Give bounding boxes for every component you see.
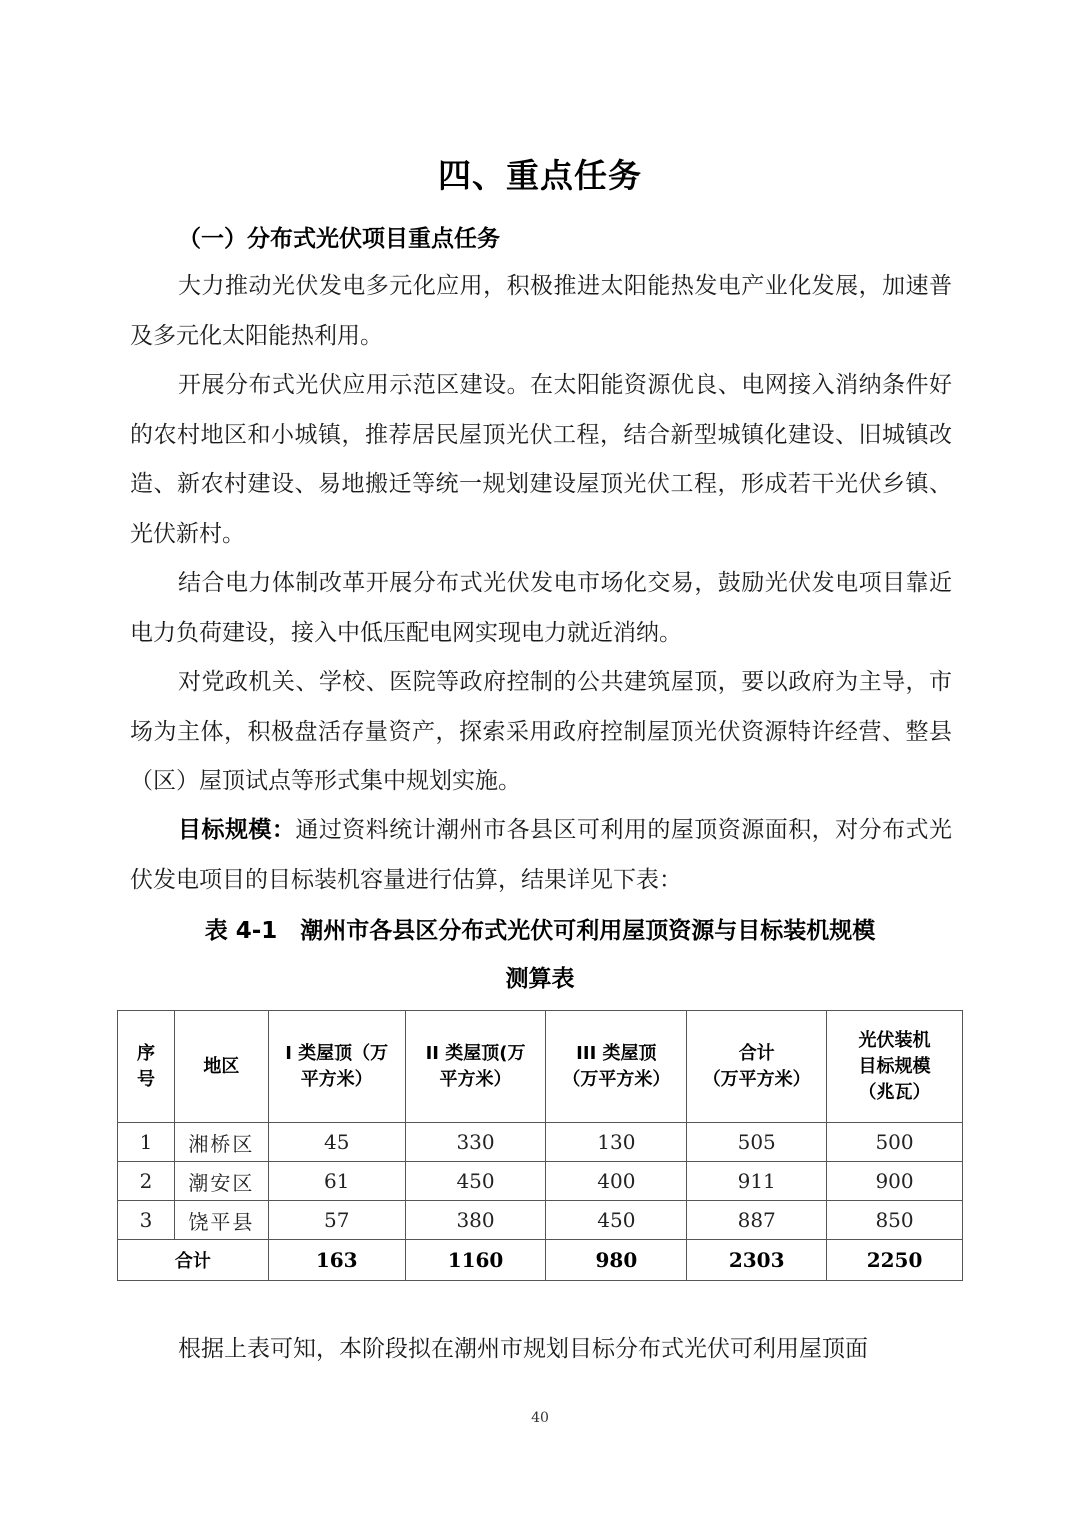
total-cell: 2303 — [687, 1240, 827, 1281]
header-text-line: 平方米） — [300, 1068, 373, 1090]
header-text-line: II 类屋顶(万 — [425, 1042, 526, 1064]
paragraph-2: 开展分布式光伏应用示范区建设。在太阳能资源优良、电网接入消纳条件好的农村地区和小城镇，推荐居民屋顶光伏工程，结合新型城镇化建设、旧城镇改造、新农村建设、易地搬迁等统一规划建设屋顶光伏工程，形成若干光伏乡镇、光伏新村。 — [130, 372, 952, 547]
total-cell: 980 — [546, 1240, 687, 1281]
table-header-cell — [405, 1011, 546, 1123]
header-text-line: 地区 — [203, 1055, 240, 1077]
page-title: 四、重点任务 — [438, 156, 642, 195]
table-cell: 400 — [546, 1162, 687, 1201]
table-cell: 61 — [268, 1162, 405, 1201]
table-cell: 1 — [118, 1123, 175, 1162]
table-cell: 3 — [118, 1201, 175, 1240]
table-row — [118, 1201, 963, 1240]
table-cell: 450 — [405, 1162, 546, 1201]
table-cell: 850 — [827, 1201, 963, 1240]
table-caption-line-2: 测算表 — [505, 966, 575, 992]
table-cell: 887 — [687, 1201, 827, 1240]
table-cell: 330 — [405, 1123, 546, 1162]
target-paragraph — [130, 806, 952, 905]
header-text-line: 光伏装机 — [858, 1029, 931, 1051]
closing-paragraph: 根据上表可知，本阶段拟在潮州市规划目标分布式光伏可利用屋顶面 — [178, 1336, 868, 1362]
table-cell: 911 — [687, 1162, 827, 1201]
total-cell: 2250 — [827, 1240, 963, 1281]
table-cell: 130 — [546, 1123, 687, 1162]
table-header-cell — [827, 1011, 963, 1123]
table-cell: 2 — [118, 1162, 175, 1201]
section-heading: （一）分布式光伏项目重点任务 — [178, 226, 500, 252]
table-header-cell — [546, 1011, 687, 1123]
table-cell: 57 — [268, 1201, 405, 1240]
target-text: 通过资料统计潮州市各县区可利用的屋顶资源面积，对分布式光伏发电项目的目标装机容量进行估算，结果详见下表： — [130, 817, 952, 893]
header-text-line: 号 — [136, 1068, 155, 1090]
paragraph-4: 对党政机关、学校、医院等政府控制的公共建筑屋顶，要以政府为主导，市场为主体，积极盘活存量资产，探索采用政府控制屋顶光伏资源特许经营、整县（区）屋顶试点等形式集中规划实施。 — [130, 669, 952, 794]
target-label: 目标规模： — [178, 817, 296, 843]
table-cell: 500 — [827, 1123, 963, 1162]
header-text-line: I 类屋顶（万 — [285, 1042, 389, 1064]
table-header-row — [118, 1011, 963, 1123]
region-cell: 饶平县 — [174, 1201, 268, 1240]
region-cell: 潮安区 — [174, 1162, 268, 1201]
table-total-row — [118, 1240, 963, 1281]
header-text-line: （兆瓦） — [858, 1081, 931, 1103]
region-cell: 湘桥区 — [174, 1123, 268, 1162]
table-header-cell — [268, 1011, 405, 1123]
total-cell: 1160 — [405, 1240, 546, 1281]
page-number: 40 — [531, 1410, 549, 1426]
header-text-line: 序 — [136, 1042, 155, 1064]
table-row — [118, 1162, 963, 1201]
rooftop-resource-table — [117, 1010, 963, 1281]
header-text-line: 合计 — [738, 1042, 775, 1064]
table-cell: 380 — [405, 1201, 546, 1240]
table-header-cell — [118, 1011, 175, 1123]
table-header-cell — [687, 1011, 827, 1123]
total-label-cell: 合计 — [118, 1240, 269, 1281]
table-row — [118, 1123, 963, 1162]
header-text-line: 目标规模 — [858, 1055, 931, 1077]
header-text-line: III 类屋顶 — [576, 1042, 657, 1064]
table-header-cell — [174, 1011, 268, 1123]
paragraph-1: 大力推动光伏发电多元化应用，积极推进太阳能热发电产业化发展，加速普及多元化太阳能热利用。 — [130, 273, 952, 349]
paragraph-3: 结合电力体制改革开展分布式光伏发电市场化交易，鼓励光伏发电项目靠近电力负荷建设，接入中低压配电网实现电力就近消纳。 — [130, 570, 952, 646]
table-cell: 900 — [827, 1162, 963, 1201]
header-text-line: （万平方米） — [702, 1068, 811, 1090]
table-cell: 450 — [546, 1201, 687, 1240]
table-caption-line-1: 表 4-1 潮州市各县区分布式光伏可利用屋顶资源与目标装机规模 — [204, 918, 876, 944]
table-cell: 505 — [687, 1123, 827, 1162]
table-cell: 45 — [268, 1123, 405, 1162]
header-text-line: 平方米） — [439, 1068, 512, 1090]
header-text-line: （万平方米） — [562, 1068, 671, 1090]
total-cell: 163 — [268, 1240, 405, 1281]
